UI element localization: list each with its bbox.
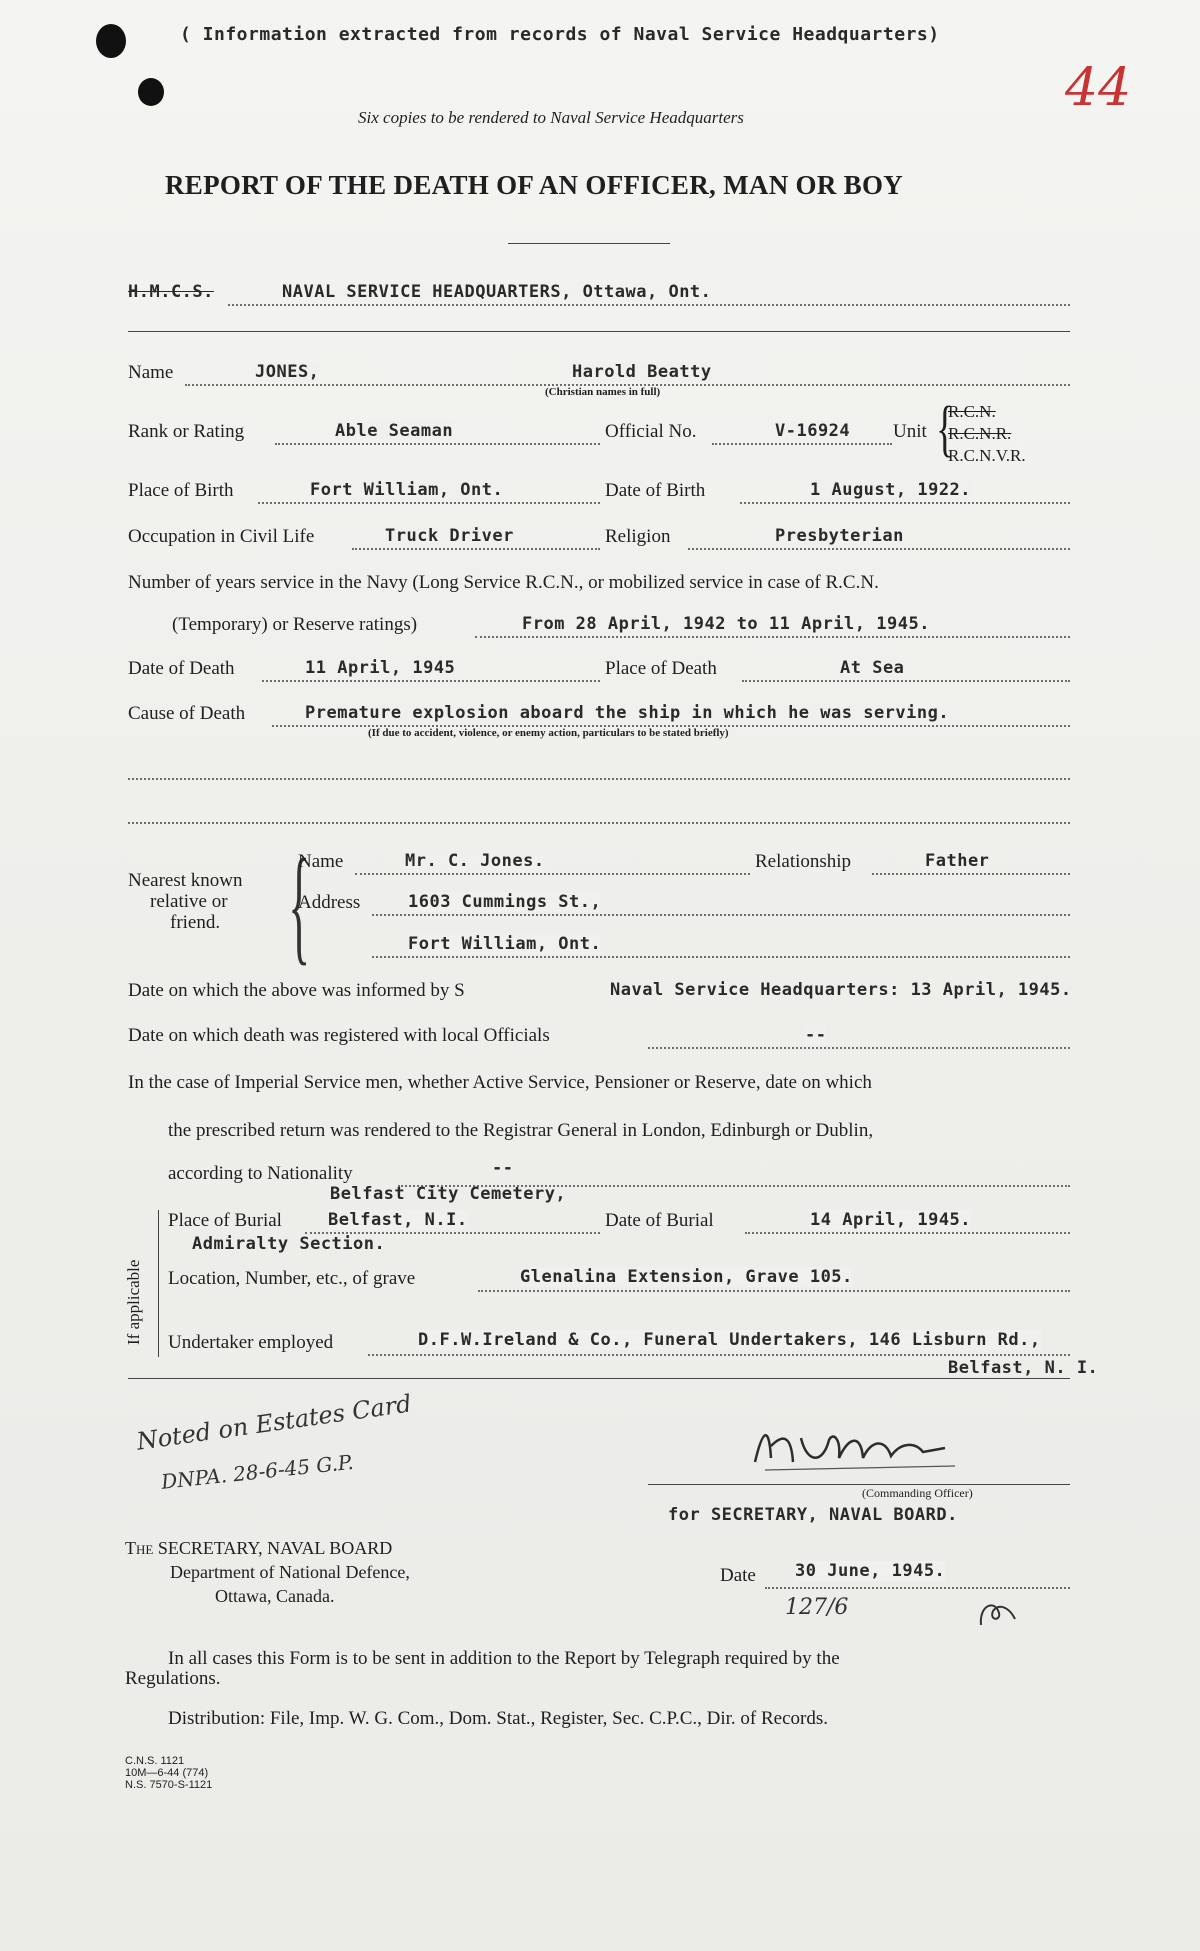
service-value: From 28 April, 1942 to 11 April, 1945.: [522, 614, 930, 634]
religion-value: Presbyterian: [775, 526, 904, 546]
religion-label: Religion: [605, 526, 671, 547]
official-no-label: Official No.: [605, 421, 697, 442]
signature-mark: [745, 1418, 975, 1478]
if-applicable-label: If applicable: [124, 1259, 143, 1345]
imperial-line-2: the prescribed return was rendered to the Registrar General in London, Edinburgh or Dublin,: [168, 1120, 874, 1141]
footer-line-2: Regulations.: [125, 1668, 221, 1689]
date-of-death-label: Date of Death: [128, 658, 235, 679]
commanding-officer-note: (Commanding Officer): [862, 1486, 973, 1500]
informed-value: Naval Service Headquarters: 13 April, 1945.: [610, 980, 1072, 1000]
ship-prefix: H.M.C.S.: [128, 282, 214, 302]
place-of-birth-value: Fort William, Ont.: [310, 480, 504, 500]
unit-brace: {: [935, 395, 954, 463]
grave-location-value: Glenalina Extension, Grave 105.: [520, 1267, 853, 1287]
relationship-label: Relationship: [755, 851, 852, 872]
service-line-2: (Temporary) or Reserve ratings): [172, 614, 418, 635]
place-of-burial-label: Place of Burial: [168, 1210, 282, 1231]
ship-value: NAVAL SERVICE HEADQUARTERS, Ottawa, Ont.: [282, 282, 712, 302]
rank-value: Able Seaman: [335, 421, 454, 441]
undertaker-value: D.F.W.Ireland & Co., Funeral Undertakers, 146 Lisburn Rd.,: [418, 1330, 1041, 1350]
punch-hole: [138, 78, 164, 106]
relative-side-label-1: Nearest known: [128, 870, 243, 891]
undertaker-line-2: Belfast, N. I.: [948, 1358, 1099, 1378]
page-number: 44: [1065, 58, 1132, 118]
title-rule: [508, 243, 670, 244]
date-of-burial-value: 14 April, 1945.: [810, 1210, 972, 1230]
punch-hole: [96, 24, 126, 58]
copies-note: Six copies to be rendered to Naval Service Headquarters: [358, 108, 744, 127]
unit-option-rcnvr: R.C.N.V.R.: [948, 446, 1026, 465]
section-rule: [128, 1378, 1070, 1379]
page-title: REPORT OF THE DEATH OF AN OFFICER, MAN OR BOY: [165, 170, 904, 200]
handwritten-estates-note-1: Noted on Estates Card: [135, 1389, 414, 1456]
place-of-death-label: Place of Death: [605, 658, 717, 679]
footer-line-1: In all cases this Form is to be sent in addition to the Report by Telegraph required by the: [168, 1648, 840, 1669]
form-code-3: N.S. 7570-S-1121: [125, 1779, 213, 1791]
section-value: Admiralty Section.: [192, 1234, 386, 1254]
imperial-line-3: according to Nationality: [168, 1163, 353, 1184]
date-of-birth-value: 1 August, 1922.: [810, 480, 972, 500]
official-no-value: V-16924: [775, 421, 851, 441]
cause-of-death-value: Premature explosion aboard the ship in which he was serving.: [305, 703, 950, 723]
unit-option-rcn: R.C.N.: [948, 402, 996, 421]
imperial-value: --: [492, 1158, 514, 1178]
form-code-2: 10M—6-44 (774): [125, 1767, 209, 1779]
name-label: Name: [128, 362, 174, 383]
rank-label: Rank or Rating: [128, 421, 245, 442]
relative-name-value: Mr. C. Jones.: [405, 851, 545, 871]
informed-label: Date on which the above was informed by S: [128, 980, 465, 1001]
relative-side-label-2: relative or: [150, 891, 228, 912]
blank-line: [128, 778, 1070, 780]
cause-of-death-note: (If due to accident, violence, or enemy action, particulars to be stated briefly): [368, 727, 729, 739]
relationship-value: Father: [925, 851, 990, 871]
distribution-line: Distribution: File, Imp. W. G. Com., Dom. Stat., Register, Sec. C.P.C., Dir. of Records.: [168, 1708, 829, 1729]
service-line-1: Number of years service in the Navy (Long Service R.C.N., or mobilized service in case of R.C.N.: [128, 572, 879, 593]
unit-option-rcnr: R.C.N.R.: [948, 424, 1012, 443]
handwritten-estates-note-2: DNPA. 28-6-45 G.P.: [160, 1449, 355, 1494]
grave-location-label: Location, Number, etc., of grave: [168, 1268, 416, 1289]
place-of-burial-value: Belfast, N.I.: [328, 1210, 468, 1230]
relative-side-label-3: friend.: [170, 912, 221, 933]
cause-of-death-label: Cause of Death: [128, 703, 246, 724]
occupation-value: Truck Driver: [385, 526, 514, 546]
secretary-address-2: Department of National Defence,: [170, 1562, 410, 1582]
registered-value: --: [805, 1025, 827, 1045]
given-names-value: Harold Beatty: [572, 362, 712, 382]
cemetery-value: Belfast City Cemetery,: [330, 1184, 567, 1204]
date-of-death-value: 11 April, 1945: [305, 658, 456, 678]
report-date-label: Date: [720, 1565, 756, 1586]
for-secretary-line: for SECRETARY, NAVAL BOARD.: [668, 1505, 958, 1525]
handwritten-initials: 127/6: [785, 1595, 849, 1620]
initials-mark: [975, 1595, 1025, 1631]
date-of-birth-label: Date of Birth: [605, 480, 706, 501]
date-of-burial-label: Date of Burial: [605, 1210, 714, 1231]
address-line-1: 1603 Cummings St.,: [408, 892, 602, 912]
place-of-death-value: At Sea: [840, 658, 905, 678]
address-line-2: Fort William, Ont.: [408, 934, 602, 954]
header-note: ( Information extracted from records of Naval Service Headquarters): [180, 24, 940, 45]
christian-names-note: (Christian names in full): [545, 386, 661, 398]
secretary-address-1: The SECRETARY, NAVAL BOARD: [125, 1538, 393, 1558]
section-rule: [128, 331, 1070, 332]
surname-value: JONES,: [255, 362, 320, 382]
undertaker-label: Undertaker employed: [168, 1332, 334, 1353]
secretary-address-3: Ottawa, Canada.: [215, 1586, 335, 1606]
registered-label: Date on which death was registered with local Officials: [128, 1025, 550, 1046]
imperial-line-1: In the case of Imperial Service men, whether Active Service, Pensioner or Reserve, date on which: [128, 1072, 872, 1093]
unit-label: Unit: [893, 421, 927, 442]
report-date-value: 30 June, 1945.: [795, 1561, 946, 1581]
address-label: Address: [298, 892, 361, 913]
occupation-label: Occupation in Civil Life: [128, 526, 315, 547]
relative-brace: {: [288, 833, 311, 977]
place-of-birth-label: Place of Birth: [128, 480, 234, 501]
relative-name-label: Name: [298, 851, 344, 872]
blank-line: [128, 822, 1070, 824]
form-code-1: C.N.S. 1121: [125, 1755, 185, 1767]
